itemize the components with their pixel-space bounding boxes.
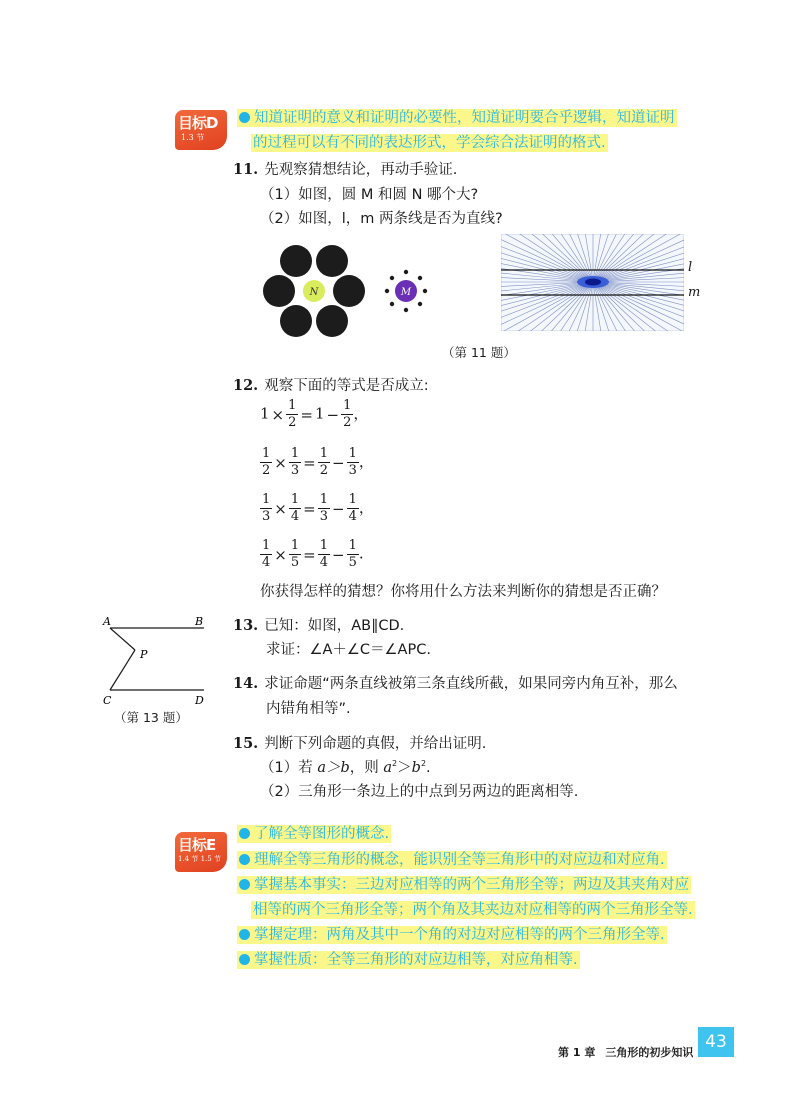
q11-sub1: （1）如图，圆 M 和圆 N 哪个大?	[260, 187, 479, 203]
goal-e-label: 目标E	[178, 836, 216, 854]
q12-equation-3: $\frac{1}{3}$ × $\frac{1}{4}$ = $\frac{1}{3}$ − $\frac{1}{4}$ ，	[262, 492, 374, 524]
q15-sub1: （1）若 a＞b，则 $a^2>b^2$.	[260, 759, 431, 776]
bullet-icon	[239, 828, 250, 839]
label-d: D	[195, 694, 204, 706]
footer-chapter: 第 1 章 三角形的初步知识	[558, 1046, 694, 1059]
bullet-icon	[239, 112, 250, 123]
q14-line2: 内错角相等”.	[266, 701, 351, 717]
goal-e-section: 1.4 节 1.5 节	[178, 855, 221, 863]
q13-figure	[100, 614, 212, 706]
goal-d-label: 目标D	[178, 114, 218, 132]
q11-caption: （第 11 题）	[442, 345, 516, 360]
goal-e-item5: 掌握性质：全等三角形的对应边相等，对应角相等.	[237, 948, 580, 972]
goal-e-item1: 了解全等图形的概念.	[237, 822, 391, 846]
goal-d-line1: 知道证明的意义和证明的必要性，知道证明要合乎逻辑，知道证明	[237, 106, 677, 130]
bullet-icon	[239, 954, 250, 965]
line-illusion-figure	[501, 234, 684, 331]
goal-e-badge	[175, 832, 227, 872]
goal-d-section: 1.3 节	[181, 133, 205, 142]
page-number: 43	[698, 1027, 734, 1057]
q15-sub2: （2）三角形一条边上的中点到另两边的距离相等.	[260, 784, 579, 800]
label-c: C	[103, 694, 112, 706]
goal-d-badge	[175, 110, 227, 150]
bullet-icon	[239, 854, 250, 865]
label-l: l	[688, 260, 693, 275]
q15-stem: 15. 判断下列命题的真假，并给出证明.	[233, 735, 487, 752]
goal-e-item2: 理解全等三角形的概念，能识别全等三角形中的对应边和对应角.	[237, 848, 667, 872]
q12-question: 你获得怎样的猜想？你将用什么方法来判断你的猜想是否正确？	[260, 584, 666, 600]
q12-equation-4: $\frac{1}{4}$ × $\frac{1}{5}$ = $\frac{1}{4}$ − $\frac{1}{5}$ .	[262, 538, 364, 570]
q12-stem: 12. 观察下面的等式是否成立:	[233, 377, 429, 394]
q11-sub2: （2）如图，l，m 两条线是否为直线?	[260, 211, 503, 227]
goal-e-item3: 掌握基本事实：三边对应相等的两个三角形全等；两边及其夹角对应	[237, 873, 691, 897]
label-m-line: m	[688, 285, 701, 300]
goal-d-line2: 的过程可以有不同的表达形式，学会综合法证明的格式.	[253, 135, 606, 151]
label-p: P	[140, 648, 148, 661]
q13-prove: 求证：∠A＋∠C＝∠APC.	[266, 642, 431, 658]
q14-line1: 14. 求证命题“两条直线被第三条直线所截，如果同旁内角互补，那么	[233, 675, 678, 692]
bullet-icon	[239, 879, 250, 890]
q13-caption: （第 13 题）	[114, 710, 188, 725]
circle-illusion-figure	[258, 243, 438, 343]
goal-e-item3-cont: 相等的两个三角形全等；两个角及其夹边对应相等的两个三角形全等.	[253, 902, 693, 918]
goal-e-item4: 掌握定理：两角及其中一个角的对边对应相等的两个三角形全等.	[237, 923, 667, 947]
q12-equation-2: $\frac{1}{2}$ × $\frac{1}{3}$ = $\frac{1}{2}$ − $\frac{1}{3}$ ，	[262, 446, 374, 478]
label-n: N	[309, 287, 319, 298]
label-b: B	[195, 615, 204, 628]
q12-equation-1: 1 × $\frac{1}{2}$ = 1 − $\frac{1}{2}$ ，	[260, 398, 369, 430]
label-a: A	[103, 615, 111, 628]
q13-given: 13. 已知：如图，AB∥CD.	[233, 617, 405, 634]
label-m: M	[400, 287, 412, 298]
q11-stem: 11. 先观察猜想结论，再动手验证.	[233, 161, 458, 178]
bullet-icon	[239, 929, 250, 940]
